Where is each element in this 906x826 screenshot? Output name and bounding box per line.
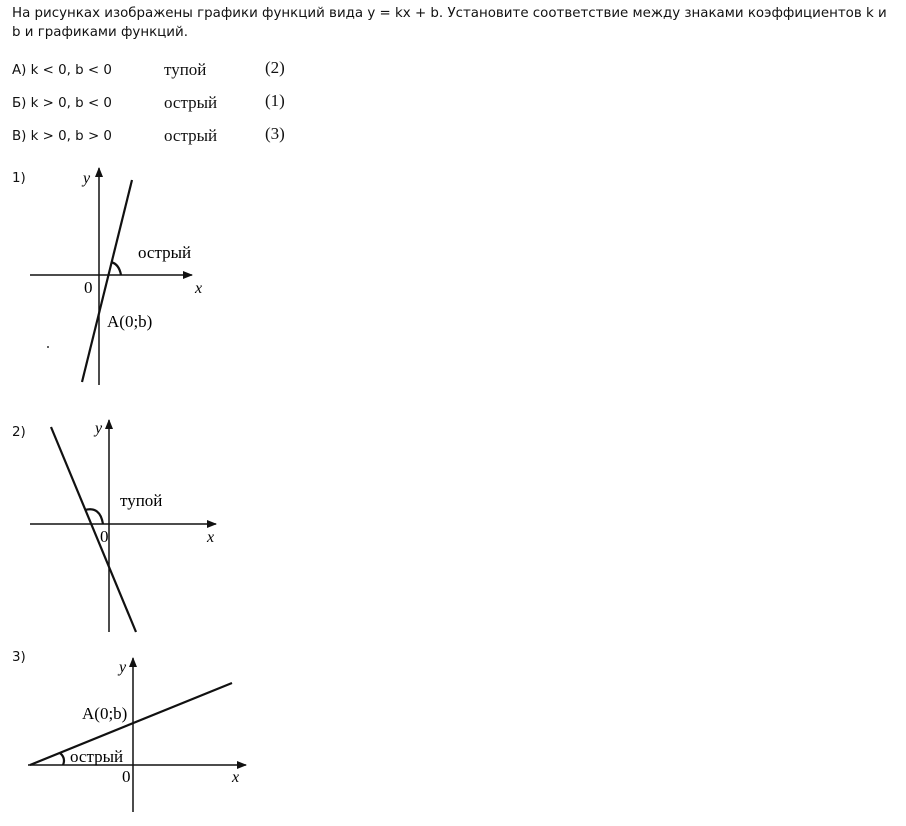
graph-1-number: 1) — [12, 171, 26, 186]
graph-2-number: 2) — [12, 425, 26, 440]
graph-3-point-label: A(0;b) — [82, 704, 128, 723]
graph-3-angle-label: острый — [70, 747, 124, 766]
graph-2-x-label: x — [207, 529, 215, 546]
graph-1-x-label: x — [195, 280, 203, 297]
graph-2 — [30, 420, 216, 632]
graph-2-origin: 0 — [100, 527, 109, 546]
task-statement: На рисунках изображены графики функций вида y = kx + b. Установите соответствие между знаками коэффициентов k и b и графиками функций. — [12, 6, 887, 40]
graph-1-y-label: y — [83, 170, 91, 187]
answer-graph-number: (2) — [265, 58, 285, 77]
answer-angle: острый — [164, 93, 218, 112]
answer-condition: В) k > 0, b > 0 — [12, 129, 112, 144]
graph-3-origin: 0 — [122, 767, 131, 786]
graph-2-angle-label: тупой — [120, 491, 163, 510]
graph-2-y-label: y — [95, 420, 103, 437]
answer-angle: острый — [164, 126, 218, 145]
answer-angle: тупой — [164, 60, 207, 79]
graph-1-point-label: A(0;b) — [107, 312, 153, 331]
answer-condition: Б) k > 0, b < 0 — [12, 96, 112, 111]
graph-2-line — [51, 427, 136, 632]
graph-1-speck — [47, 346, 49, 348]
graph-1-angle-arc — [111, 262, 121, 275]
answer-graph-number: (3) — [265, 124, 285, 143]
graph-3-number: 3) — [12, 650, 26, 665]
graph-3-x-label: x — [232, 769, 240, 786]
graph-3-y-label: y — [119, 659, 127, 676]
graph-1 — [30, 168, 202, 385]
graph-1-origin: 0 — [84, 278, 93, 297]
answer-graph-number: (1) — [265, 91, 285, 110]
graph-1-angle-label: острый — [138, 243, 192, 262]
graph-3 — [28, 658, 246, 812]
answer-condition: А) k < 0, b < 0 — [12, 63, 112, 78]
graph-3-angle-arc — [60, 753, 64, 765]
